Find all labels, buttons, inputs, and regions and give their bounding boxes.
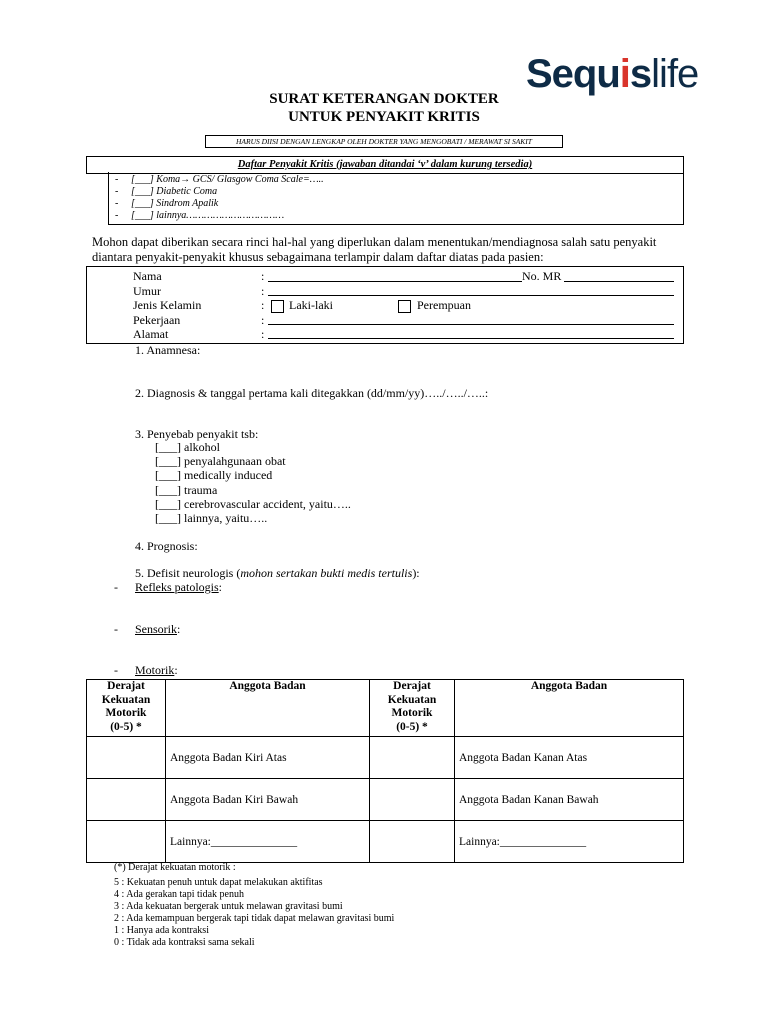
legend-item: 0 : Tidak ada kontraksi sama sekali (114, 937, 255, 948)
legend-title: (*) Derajat kekuatan motorik : (114, 862, 236, 873)
option-cerebrovascular[interactable]: [___] cerebrovascular accident, yaitu….. (155, 497, 351, 511)
option-trauma[interactable]: [___] trauma (155, 483, 218, 497)
instruction-banner: HARUS DIISI DENGAN LENGKAP OLEH DOKTER YANG MENGOBATI / MERAWAT SI SAKIT (205, 135, 563, 148)
derajat-lainnya-left[interactable] (87, 821, 166, 863)
legend-item: 2 : Ada kemampuan bergerak tapi tidak dapat melawan gravitasi bumi (114, 913, 395, 924)
table-row: Lainnya:_______________ Lainnya:_______________ (87, 821, 684, 863)
question-defisit-neurologis: 5. Defisit neurologis (mohon sertakan bukti medis tertulis): (135, 566, 420, 580)
header-derajat-right: Derajat Kekuatan Motorik (0-5) * (370, 680, 455, 737)
derajat-lainnya-right[interactable] (370, 821, 455, 863)
jenis-kelamin-label: Jenis Kelamin (133, 298, 202, 312)
disease-list-header: Daftar Penyakit Kritis (jawaban ditandai ‘v’ dalam kurung tersedia) (86, 156, 684, 174)
refleks-patologis-item: - Refleks patologis: (114, 580, 222, 594)
list-item[interactable]: - [___] Diabetic Coma (115, 186, 218, 197)
pekerjaan-field[interactable] (268, 324, 674, 325)
option-medically-induced[interactable]: [___] medically induced (155, 468, 273, 482)
header-derajat-left: Derajat Kekuatan Motorik (0-5) * (87, 680, 166, 737)
derajat-kiri-atas[interactable] (87, 737, 166, 779)
intro-paragraph: Mohon dapat diberikan secara rinci hal-hal yang diperlukan dalam menentukan/mendiagnosa salah satu penyakit diantara penyakit-penyakit khusus sebagaimana terlampir dalam daftar diatas pada pasien: (92, 235, 657, 264)
document-title-line1: SURAT KETERANGAN DOKTER (269, 91, 499, 107)
sensorik-item: - Sensorik: (114, 622, 181, 636)
umur-label: Umur (133, 284, 161, 298)
alamat-label: Alamat (133, 327, 169, 341)
derajat-kanan-bawah[interactable] (370, 779, 455, 821)
table-row: Anggota Badan Kiri Atas Anggota Badan Kanan Atas (87, 737, 684, 779)
header-anggota-badan-right: Anggota Badan (455, 680, 684, 737)
option-lainnya[interactable]: [___] lainnya, yaitu….. (155, 511, 268, 525)
table-row: Anggota Badan Kiri Bawah Anggota Badan Kanan Bawah (87, 779, 684, 821)
list-item[interactable]: - [___] Sindrom Apalik (115, 198, 219, 209)
disease-list (108, 172, 684, 225)
perempuan-label: Perempuan (417, 298, 471, 312)
alamat-field[interactable] (268, 338, 674, 339)
question-diagnosis: 2. Diagnosis & tanggal pertama kali ditegakkan (dd/mm/yy)…../…../…..: (135, 386, 489, 400)
sequislife-logo: Sequislife (526, 52, 699, 96)
header-anggota-badan-left: Anggota Badan (166, 680, 370, 737)
laki-laki-checkbox[interactable] (271, 300, 284, 313)
umur-field[interactable] (268, 295, 674, 296)
no-mr-label: No. MR (522, 269, 562, 283)
pekerjaan-label: Pekerjaan (133, 313, 181, 327)
legend-item: 3 : Ada kekuatan bergerak untuk melawan gravitasi bumi (114, 901, 343, 912)
derajat-kiri-bawah[interactable] (87, 779, 166, 821)
motorik-item: - Motorik: (114, 663, 178, 677)
legend-item: 1 : Hanya ada kontraksi (114, 925, 209, 936)
nama-label: Nama (133, 269, 162, 283)
nama-field[interactable] (268, 281, 522, 282)
question-prognosis: 4. Prognosis: (135, 539, 198, 553)
question-anamnesa: 1. Anamnesa: (135, 343, 201, 357)
motor-strength-table (86, 679, 684, 863)
legend-item: 4 : Ada gerakan tapi tidak penuh (114, 889, 244, 900)
patient-info-box: Nama : No. MR Umur : Jenis Kelamin : Laki-laki Perempuan Pekerjaan : Alamat : (86, 266, 684, 344)
legend-item: 5 : Kekuatan penuh untuk dapat melakukan aktifitas (114, 877, 323, 888)
no-mr-field[interactable] (564, 281, 674, 282)
question-penyebab: 3. Penyebab penyakit tsb: (135, 427, 259, 441)
laki-laki-label: Laki-laki (289, 298, 333, 312)
list-item[interactable]: - [___] Koma→ GCS/ Glasgow Coma Scale=….. (115, 174, 324, 185)
document-title-line2: UNTUK PENYAKIT KRITIS (288, 109, 480, 125)
option-alkohol[interactable]: [___] alkohol (155, 440, 220, 454)
list-item[interactable]: - [___] lainnya…………………………… (115, 210, 285, 221)
derajat-kanan-atas[interactable] (370, 737, 455, 779)
perempuan-checkbox[interactable] (398, 300, 411, 313)
option-penyalahgunaan-obat[interactable]: [___] penyalahgunaan obat (155, 454, 286, 468)
